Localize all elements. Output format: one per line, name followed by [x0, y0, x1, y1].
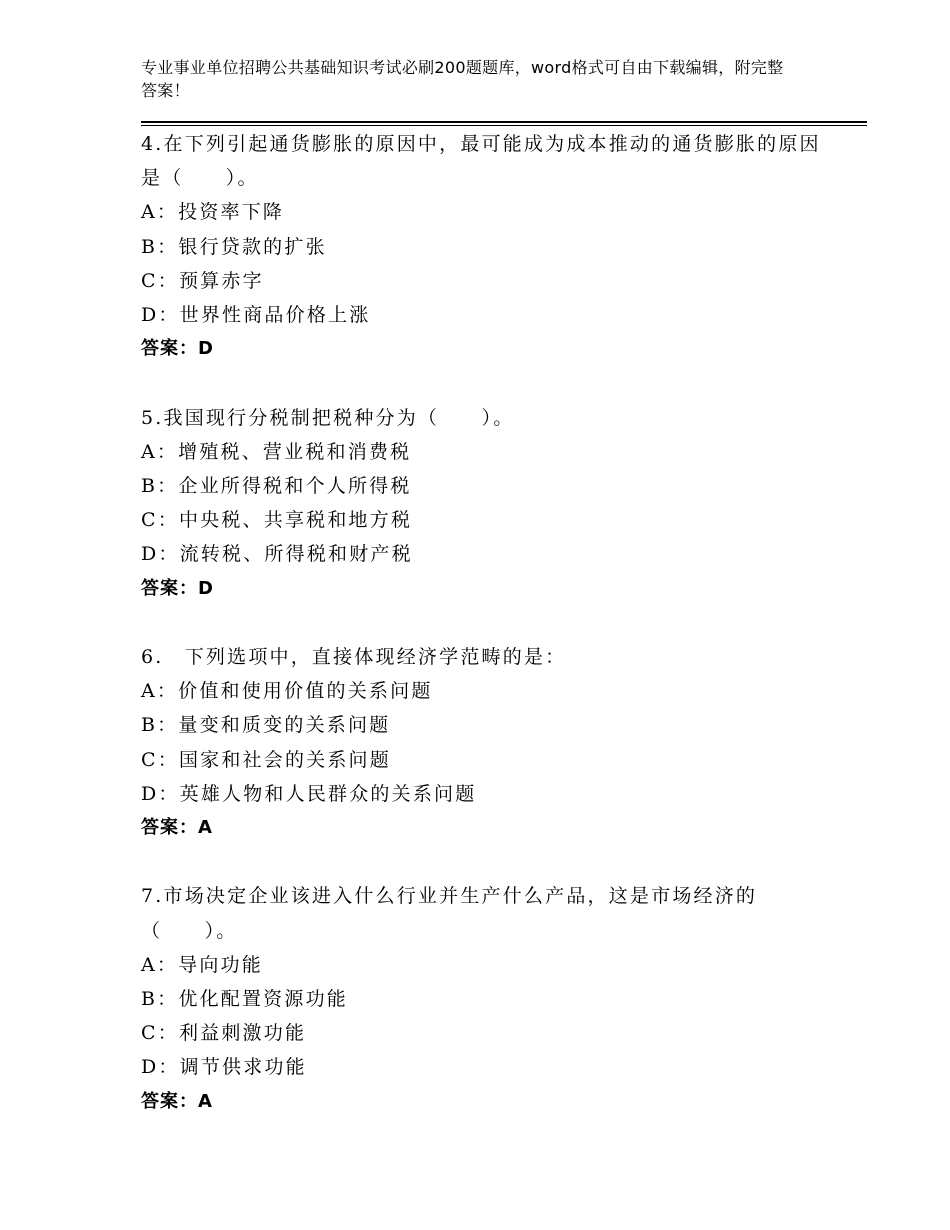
question-7: [141, 879, 841, 1118]
spacer: [141, 606, 841, 640]
option-b: B：优化配置资源功能: [141, 988, 348, 1011]
option-b: B：量变和质变的关系问题: [141, 714, 391, 737]
question-6: [141, 640, 841, 845]
answer-value: D: [198, 577, 214, 599]
question-text: 4.在下列引起通货膨胀的原因中，最可能成为成本推动的通货膨胀的原因是（ ）。: [141, 133, 821, 190]
option-d: D：世界性商品价格上涨: [141, 304, 371, 327]
option-b: B：企业所得税和个人所得税: [141, 475, 412, 498]
answer-label: 答案：: [141, 338, 198, 360]
answer-label: 答案：: [141, 817, 198, 839]
option-c: C：利益刺激功能: [141, 1022, 307, 1045]
answer-value: A: [198, 817, 213, 839]
question-5: [141, 401, 841, 606]
option-a: A：投资率下降: [141, 201, 285, 224]
question-4: [141, 127, 841, 366]
option-b: B：银行贷款的扩张: [141, 235, 327, 258]
spacer: [141, 366, 841, 400]
answer-value: A: [198, 1090, 213, 1112]
option-d: D：英雄人物和人民群众的关系问题: [141, 782, 477, 805]
option-c: C：中央税、共享税和地方税: [141, 509, 413, 532]
spacer: [141, 845, 841, 879]
option-d: D：调节供求功能: [141, 1056, 307, 1079]
question-text: 7.市场决定企业该进入什么行业并生产什么产品，这是市场经济的（ ）。: [141, 885, 758, 942]
option-d: D：流转税、所得税和财产税: [141, 543, 413, 566]
option-c: C：预算赤字: [141, 269, 264, 292]
option-a: A：增殖税、营业税和消费税: [141, 440, 412, 463]
question-text: 5.我国现行分税制把税种分为（ ）。: [141, 406, 515, 429]
answer-value: D: [198, 338, 214, 360]
option-c: C：国家和社会的关系问题: [141, 748, 391, 771]
answer-line: [141, 332, 841, 366]
answer-line: [141, 811, 841, 845]
question-list: [141, 127, 841, 1119]
option-a: A：导向功能: [141, 953, 263, 976]
answer-label: 答案：: [141, 577, 198, 599]
option-a: A：价值和使用价值的关系问题: [141, 680, 433, 703]
header-rule-thick: [141, 121, 867, 123]
question-text: 6. 下列选项中，直接体现经济学范畴的是：: [141, 646, 567, 669]
header-rule-thin: [141, 125, 867, 126]
document-header: 专业事业单位招聘公共基础知识考试必刷200题题库，word格式可自由下载编辑，附完整答案！: [141, 58, 784, 100]
answer-line: [141, 572, 841, 606]
answer-line: [141, 1085, 841, 1119]
answer-label: 答案：: [141, 1090, 198, 1112]
